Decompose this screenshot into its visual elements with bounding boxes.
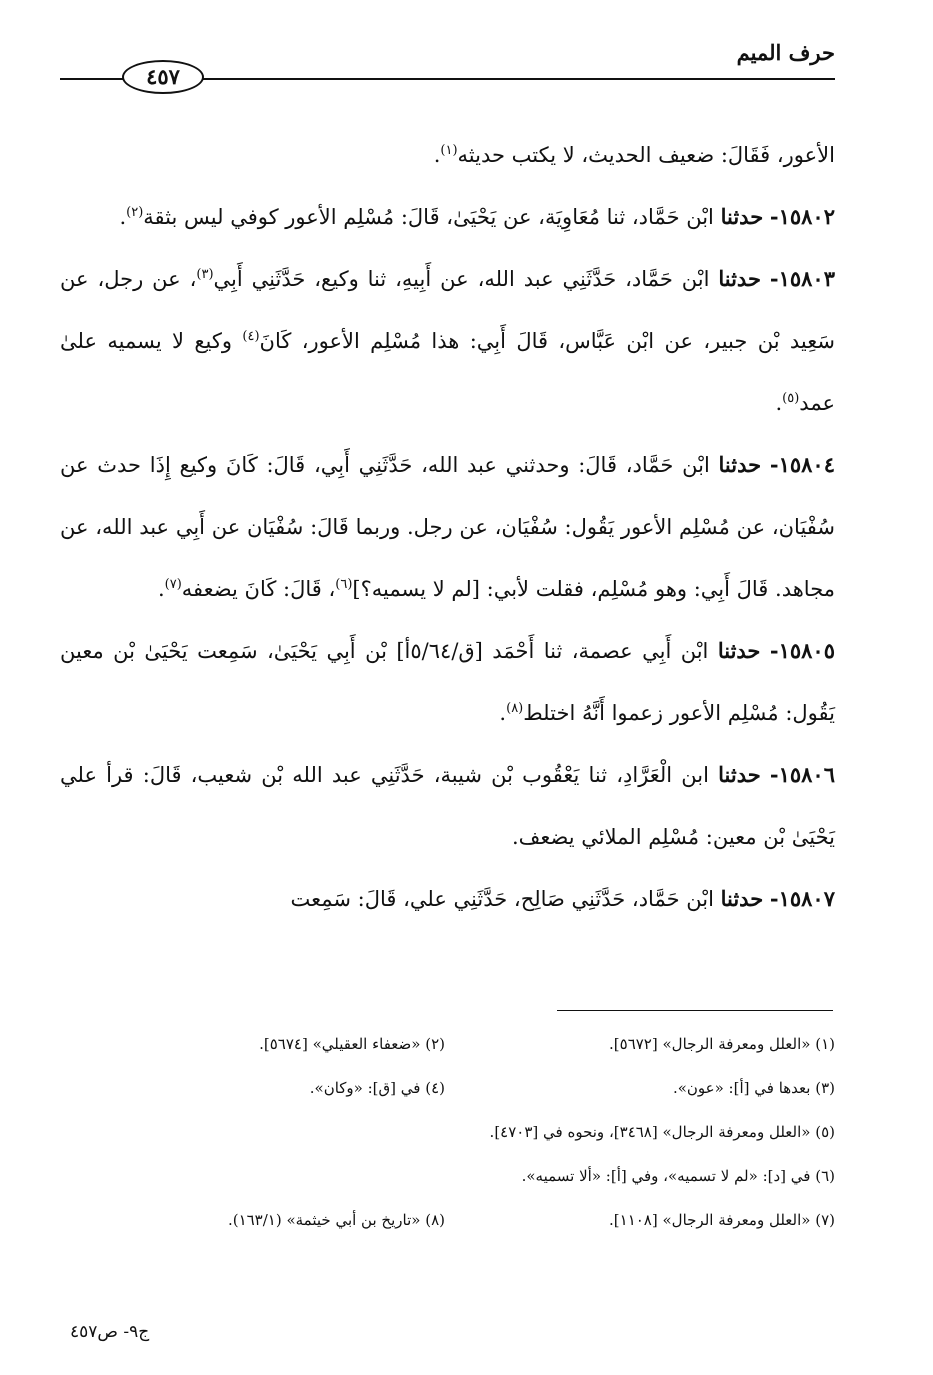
hadith-number: ١٥٨٠٤- <box>769 452 835 477</box>
paragraph-text: ، قَالَ: كَانَ يضعفه <box>181 577 336 601</box>
footnote: (٣) بعدها في [أ]: «عون». <box>672 1079 835 1097</box>
paragraph-text: الأعور، فَقَالَ: ضعيف الحديث، لا يكتب حديثه <box>457 143 835 167</box>
paragraph-tail: . <box>775 391 783 415</box>
footnote-row <box>90 1066 835 1110</box>
hadith-keyword: حدثنا <box>720 204 764 229</box>
paragraph-text: وكيع لا يسميه علىٰ عمد <box>60 329 835 415</box>
hadith-number: ١٥٨٠٣- <box>769 266 835 291</box>
chapter-title: حرف الميم <box>736 40 835 65</box>
hadith-paragraph <box>60 868 835 930</box>
paragraph-tail: . <box>157 577 165 601</box>
footnote-ref: (٨) <box>506 701 524 716</box>
hadith-paragraph <box>60 248 835 434</box>
footnote-ref: (٤) <box>242 329 260 344</box>
hadith-paragraph <box>60 186 835 248</box>
footnote-ref: (٦) <box>335 577 353 592</box>
main-text <box>60 124 835 930</box>
footnote: (٥) «العلل ومعرفة الرجال» [٣٤٦٨]، ونحوه في [٤٧٠٣]. <box>489 1123 835 1141</box>
footnote-row <box>90 1110 835 1154</box>
footnote-ref: (٥) <box>782 391 800 406</box>
hadith-number: ١٥٨٠٥- <box>769 638 835 663</box>
paragraph-tail: . <box>499 701 507 725</box>
paragraph-text: ابْن حَمَّاد، حَدَّثَنِي صَالِح، حَدَّثَنِي علي، قَالَ: سَمِعت <box>290 887 714 911</box>
hadith-keyword: حدثنا <box>718 452 762 477</box>
footnote-ref: (١) <box>440 143 458 158</box>
footnote: (٧) «العلل ومعرفة الرجال» [١١٠٨]. <box>609 1211 835 1229</box>
hadith-keyword: حدثنا <box>717 638 761 663</box>
footnote-ref: (٣) <box>196 267 214 282</box>
paragraph-text: ابْن أَبِي عصمة، ثنا أَحْمَد [ق/٥/٦٤أ] بْن أَبِي يَحْيَىٰ، سَمِعت يَحْيَىٰ بْن معين يَقُول: مُسْلِم الأعور زعموا أَنَّهُ اختلط <box>60 639 835 725</box>
hadith-keyword: حدثنا <box>720 886 764 911</box>
hadith-number: ١٥٨٠٦- <box>769 762 835 787</box>
paragraph-text: ابن الْعَرَّادِ، ثنا يَعْقُوب بْن شيبة، حَدَّثَنِي عبد الله بْن شعيب، قَالَ: قرأ علي يَحْيَىٰ بْن معين: مُسْلِم الملائي يضعف. <box>60 763 835 849</box>
page-number-badge: ٤٥٧ <box>122 60 204 94</box>
paragraph-continuation <box>60 124 835 186</box>
footnotes <box>90 1022 835 1242</box>
hadith-number: ١٥٨٠٧- <box>769 886 835 911</box>
footnote-row <box>90 1154 835 1198</box>
paragraph-text: ابْن حَمَّاد، قَالَ: وحدثني عبد الله، حَدَّثَنِي أَبِي، قَالَ: كَانَ وكيع إِذَا حدث عن سُفْيَان، عن مُسْلِم الأعور يَقُول: سُفْيَان، عن رجل. وربما قَالَ: سُفْيَان عن أَبِي عبد الله، عن مجاهد. قَالَ أَبِي: وهو مُسْلِم، فقلت لأبي: [لم لا يسميه؟] <box>60 453 835 601</box>
hadith-number: ١٥٨٠٢- <box>769 204 835 229</box>
hadith-keyword: حدثنا <box>718 762 761 787</box>
hadith-paragraph <box>60 434 835 620</box>
hadith-paragraph <box>60 620 835 744</box>
paragraph-text: ، عن رجل، عن سَعِيد بْن جبير، عن ابْن عَبَّاس، قَالَ أَبِي: هذا مُسْلِم الأعور، كَانَ <box>60 267 835 353</box>
paragraph-tail: . <box>119 205 127 229</box>
footnote-ref: (٢) <box>126 205 144 220</box>
paragraph-text: ابْن حَمَّاد، ثنا مُعَاوِيَة، عن يَحْيَىٰ، قَالَ: مُسْلِم الأعور كوفي ليس بثقة <box>143 205 714 229</box>
hadith-keyword: حدثنا <box>718 266 761 291</box>
footnote: (٨) «تاريخ بن أبي خيثمة» (١٦٣/١). <box>227 1211 445 1229</box>
footnote: (٢) «ضعفاء العقيلي» [٥٦٧٤]. <box>259 1035 445 1053</box>
footnote: (٦) في [د]: «لم لا تسميه»، وفي [أ]: «ألا تسميه». <box>521 1167 835 1185</box>
footnote-row <box>90 1198 835 1242</box>
footnote-separator <box>557 1010 833 1011</box>
paragraph-text: ابْن حَمَّاد، حَدَّثَنِي عبد الله، عن أَبِيهِ، ثنا وكيع، حَدَّثَنِي أَبِي <box>213 267 710 291</box>
volume-page-reference: ج٩- ص٤٥٧ <box>70 1322 150 1342</box>
paragraph-tail: . <box>433 143 441 167</box>
footnote-row <box>90 1022 835 1066</box>
hadith-paragraph <box>60 744 835 868</box>
footnote-ref: (٧) <box>164 577 182 592</box>
footnote: (١) «العلل ومعرفة الرجال» [٥٦٧٢]. <box>609 1035 835 1053</box>
footnote: (٤) في [ق]: «وكان». <box>309 1079 445 1097</box>
